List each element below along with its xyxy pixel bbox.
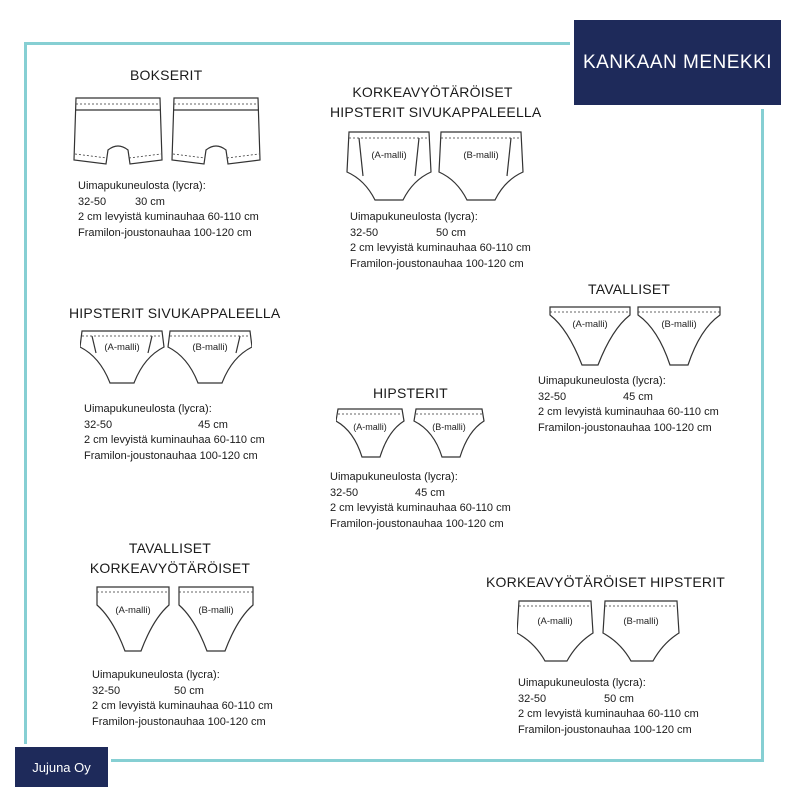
section-title-line1: KORKEAVYÖTÄRÖISET bbox=[352, 84, 513, 100]
fabric-amount: 50 cm bbox=[604, 692, 634, 705]
size-range: 32-50 bbox=[350, 226, 379, 239]
model-label-a: (A-malli) bbox=[537, 616, 573, 627]
section-title: KORKEAVYÖTÄRÖISET HIPSTERIT bbox=[486, 574, 726, 590]
fabric-spec bbox=[78, 179, 259, 241]
fabric-spec bbox=[330, 470, 511, 532]
framilon-spec: Framilon-joustonauhaa 100-120 cm bbox=[92, 715, 266, 728]
fabric-spec bbox=[92, 668, 273, 730]
fabric-label: Uimapukuneulosta (lycra): bbox=[330, 471, 458, 483]
framilon-spec: Framilon-joustonauhaa 100-120 cm bbox=[538, 421, 712, 434]
size-range: 32-50 bbox=[92, 684, 121, 697]
fabric-amount: 45 cm bbox=[198, 418, 228, 431]
framilon-spec: Framilon-joustonauhaa 100-120 cm bbox=[84, 449, 258, 462]
framilon-spec: Framilon-joustonauhaa 100-120 cm bbox=[518, 723, 692, 736]
framilon-spec: Framilon-joustonauhaa 100-120 cm bbox=[330, 517, 504, 530]
fabric-label: Uimapukuneulosta (lycra): bbox=[350, 211, 478, 223]
brand-logo bbox=[12, 744, 111, 790]
section-title: TAVALLISET bbox=[588, 281, 671, 297]
section-title: HIPSTERIT SIVUKAPPALEELLA bbox=[69, 305, 281, 321]
fabric-spec bbox=[538, 374, 719, 436]
section-title-line1: TAVALLISET bbox=[128, 540, 212, 556]
framilon-spec: Framilon-joustonauhaa 100-120 cm bbox=[78, 226, 252, 239]
size-range: 32-50 bbox=[538, 390, 567, 403]
fabric-amount: 30 cm bbox=[135, 195, 165, 208]
framilon-spec: Framilon-joustonauhaa 100-120 cm bbox=[350, 257, 524, 270]
fabric-spec bbox=[518, 676, 699, 738]
fabric-label: Uimapukuneulosta (lycra): bbox=[538, 375, 666, 387]
size-range: 32-50 bbox=[330, 486, 359, 499]
model-label-a: (A-malli) bbox=[104, 342, 140, 353]
elastic-spec: 2 cm levyistä kuminauhaa 60-110 cm bbox=[92, 700, 273, 712]
section-title: HIPSTERIT bbox=[373, 385, 448, 401]
elastic-spec: 2 cm levyistä kuminauhaa 60-110 cm bbox=[330, 502, 511, 514]
high-waist-regular-illustration bbox=[95, 583, 257, 655]
boxer-illustration bbox=[70, 94, 270, 174]
fabric-label: Uimapukuneulosta (lycra): bbox=[518, 677, 646, 689]
section-title-line2: HIPSTERIT SIVUKAPPALEELLA bbox=[330, 104, 542, 120]
section-title-line2: KORKEAVYÖTÄRÖISET bbox=[89, 560, 251, 576]
hipster-side-illustration bbox=[80, 327, 252, 389]
model-label-b: (B-malli) bbox=[661, 319, 697, 330]
model-label-b: (B-malli) bbox=[192, 342, 228, 353]
regular-brief-illustration bbox=[548, 303, 723, 371]
section-title: BOKSERIT bbox=[130, 67, 203, 83]
size-range: 32-50 bbox=[518, 692, 547, 705]
elastic-spec: 2 cm levyistä kuminauhaa 60-110 cm bbox=[350, 242, 531, 254]
high-waist-hipster-side-illustration bbox=[345, 128, 525, 206]
model-label-b: (B-malli) bbox=[432, 422, 466, 432]
fabric-amount: 45 cm bbox=[415, 486, 445, 499]
header-banner bbox=[570, 20, 781, 109]
size-range: 32-50 bbox=[78, 195, 107, 208]
fabric-amount: 50 cm bbox=[174, 684, 204, 697]
brand-name: Jujuna Oy bbox=[32, 759, 91, 775]
model-label-b: (B-malli) bbox=[198, 605, 234, 616]
fabric-label: Uimapukuneulosta (lycra): bbox=[84, 403, 212, 415]
model-label-b: (B-malli) bbox=[463, 150, 499, 161]
fabric-amount: 50 cm bbox=[436, 226, 466, 239]
model-label-a: (A-malli) bbox=[371, 150, 407, 161]
model-label-a: (A-malli) bbox=[572, 319, 608, 330]
high-waist-hipster-illustration bbox=[517, 597, 682, 665]
elastic-spec: 2 cm levyistä kuminauhaa 60-110 cm bbox=[518, 708, 699, 720]
elastic-spec: 2 cm levyistä kuminauhaa 60-110 cm bbox=[78, 211, 259, 223]
fabric-label: Uimapukuneulosta (lycra): bbox=[78, 180, 206, 192]
page-title: KANKAAN MENEKKI bbox=[582, 51, 773, 73]
fabric-amount: 45 cm bbox=[623, 390, 653, 403]
model-label-a: (A-malli) bbox=[353, 422, 387, 432]
fabric-label: Uimapukuneulosta (lycra): bbox=[92, 669, 220, 681]
model-label-b: (B-malli) bbox=[623, 616, 659, 627]
fabric-spec bbox=[350, 210, 531, 272]
elastic-spec: 2 cm levyistä kuminauhaa 60-110 cm bbox=[84, 434, 265, 446]
model-label-a: (A-malli) bbox=[115, 605, 151, 616]
elastic-spec: 2 cm levyistä kuminauhaa 60-110 cm bbox=[538, 406, 719, 418]
fabric-spec bbox=[84, 402, 265, 464]
hipster-illustration bbox=[336, 405, 486, 463]
size-range: 32-50 bbox=[84, 418, 113, 431]
